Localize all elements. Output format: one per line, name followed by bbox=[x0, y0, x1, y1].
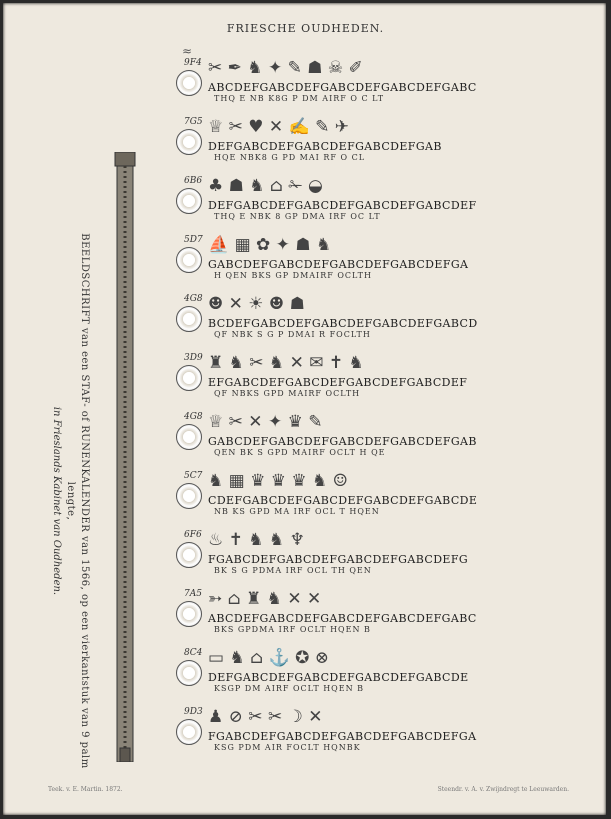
letter-row: GABCDEFGABCDEFGABCDEFGABCDEFGA bbox=[208, 258, 469, 271]
side-caption bbox=[49, 221, 91, 781]
sub-letter-row: BK S G PDMA IRF OCL TH QEN bbox=[214, 566, 372, 575]
side-caption-line2: in Frieslands Kabinet van Oudheden. bbox=[51, 406, 62, 596]
rune-symbols: ☻ ✕ ☀ ☻ ☗ bbox=[208, 294, 305, 314]
row-number: 6F6 bbox=[184, 530, 202, 540]
calendar-row bbox=[176, 353, 556, 415]
calendar-row bbox=[176, 412, 556, 474]
row-number: 7A5 bbox=[184, 589, 202, 599]
letter-row: CDEFGABCDEFGABCDEFGABCDEFGABCDE bbox=[208, 494, 478, 507]
side-caption-line1: BEELDSCHRIFT van een STAF- of RUNENKALENDER van 1566, op een vierkantstuk van 9 palm lengte, bbox=[65, 233, 90, 769]
row-number: 7G5 bbox=[184, 117, 203, 127]
sun-disc-icon bbox=[176, 424, 202, 450]
letter-row: DEFGABCDEFGABCDEFGABCDEFGABCDE bbox=[208, 671, 469, 684]
rune-symbols: ♣ ☗ ♞ ⌂ ✁ ◒ bbox=[208, 176, 323, 196]
sun-disc-icon bbox=[176, 306, 202, 332]
letter-row: BCDEFGABCDEFGABCDEFGABCDEFGABCD bbox=[208, 317, 478, 330]
letter-row: DEFGABCDEFGABCDEFGABCDEFGAB bbox=[208, 140, 442, 153]
sun-disc-icon bbox=[176, 483, 202, 509]
letter-row: ABCDEFGABCDEFGABCDEFGABCDEFGABC bbox=[208, 81, 477, 94]
sub-letter-row: HQE NBK8 G PD MAI RF O CL bbox=[214, 153, 366, 162]
footer-right: Steendr. v. A. v. Zwijndregt te Leeuwarden. bbox=[437, 786, 569, 793]
rune-symbols: ➳ ⌂ ♜ ♞ ✕ ✕ bbox=[208, 589, 322, 609]
row-number: 5C7 bbox=[184, 471, 203, 481]
letter-row: FGABCDEFGABCDEFGABCDEFGABCDEFG bbox=[208, 553, 469, 566]
rune-symbols: ♟ ⊘ ✂ ✂ ☽ ✕ bbox=[208, 707, 323, 727]
rune-symbols: ⛵ ▦ ✿ ✦ ☗ ♞ bbox=[208, 235, 332, 255]
sun-disc-icon bbox=[176, 601, 202, 627]
sun-disc-icon bbox=[176, 188, 202, 214]
sun-disc-icon bbox=[176, 365, 202, 391]
rune-symbols: ♨ ✝ ♞ ♞ ♆ bbox=[208, 530, 305, 550]
sun-disc-icon bbox=[176, 129, 202, 155]
row-number: 4G8 bbox=[184, 294, 203, 304]
letter-row: GABCDEFGABCDEFGABCDEFGABCDEFGAB bbox=[208, 435, 477, 448]
row-number: 3D9 bbox=[184, 353, 203, 363]
rune-symbols: ♕ ✂ ✕ ✦ ♛ ✎ bbox=[208, 412, 323, 432]
sub-letter-row: BKS GPDMA IRF OCLT HQEN B bbox=[214, 625, 371, 634]
row-number: 9F4 bbox=[184, 58, 202, 68]
row-number: 5D7 bbox=[184, 235, 203, 245]
calendar-row bbox=[176, 176, 556, 238]
sun-disc-icon bbox=[176, 247, 202, 273]
staff-illustration bbox=[113, 152, 137, 762]
letter-row: EFGABCDEFGABCDEFGABCDEFGABCDEF bbox=[208, 376, 468, 389]
letter-row: ABCDEFGABCDEFGABCDEFGABCDEFGABC bbox=[208, 612, 477, 625]
rune-symbols: ▭ ♞ ⌂ ⚓ ✪ ⊗ bbox=[208, 648, 329, 668]
calendar-row bbox=[176, 648, 556, 710]
sub-letter-row: QF NBK S G P DMAI R FOCLTH bbox=[214, 330, 371, 339]
sub-letter-row: THQ E NB K8G P DM AIRF O C LT bbox=[214, 94, 385, 103]
row-number: 4G8 bbox=[184, 412, 203, 422]
sub-letter-row: THQ E NBK 8 GP DMA IRF OC LT bbox=[214, 212, 381, 221]
letter-row: FGABCDEFGABCDEFGABCDEFGABCDEFGA bbox=[208, 730, 477, 743]
calendar-row bbox=[176, 58, 556, 120]
calendar-row bbox=[176, 589, 556, 651]
calendar-row bbox=[176, 294, 556, 356]
page-title: FRIESCHE OUDHEDEN. bbox=[226, 22, 385, 35]
sub-letter-row: KSG PDM AIR FOCLT HQNBK bbox=[214, 743, 361, 752]
sub-letter-row: QF NBKS GPD MAIRF OCLTH bbox=[214, 389, 361, 398]
calendar-row bbox=[176, 235, 556, 297]
sun-disc-icon bbox=[176, 542, 202, 568]
rune-symbols: ♜ ♞ ✂ ♞ ✕ ✉ ✝ ♞ bbox=[208, 353, 364, 373]
calendar-row bbox=[176, 530, 556, 592]
sub-letter-row: KSGP DM AIRF OCLT HQEN B bbox=[214, 684, 364, 693]
rune-symbols: ♞ ▦ ♛ ♛ ♛ ♞ ☺ bbox=[208, 471, 348, 491]
sub-letter-row: QEN BK S GPD MAIRF OCLT H QE bbox=[214, 448, 386, 457]
sun-disc-icon bbox=[176, 70, 202, 96]
calendar-row bbox=[176, 117, 556, 179]
sun-disc-icon bbox=[176, 719, 202, 745]
calendar-row bbox=[176, 471, 556, 533]
row-number: 6B6 bbox=[184, 176, 203, 186]
rune-symbols: ✂ ✒ ♞ ✦ ✎ ☗ ☠ ✐ bbox=[208, 58, 363, 78]
rune-symbols: ♕ ✂ ♥ ✕ ✍ ✎ ✈ bbox=[208, 117, 350, 137]
footer-left: Teek. v. E. Martin. 1872. bbox=[48, 786, 123, 793]
wave-mark: ≈ bbox=[182, 44, 193, 58]
calendar-row bbox=[176, 707, 556, 769]
sun-disc-icon bbox=[176, 660, 202, 686]
sub-letter-row: H QEN BKS GP DMAIRF OCLTH bbox=[214, 271, 372, 280]
row-number: 8C4 bbox=[184, 648, 203, 658]
sub-letter-row: NB KS GPD MA IRF OCL T HQEN bbox=[214, 507, 380, 516]
row-number: 9D3 bbox=[184, 707, 203, 717]
letter-row: DEFGABCDEFGABCDEFGABCDEFGABCDEF bbox=[208, 199, 477, 212]
